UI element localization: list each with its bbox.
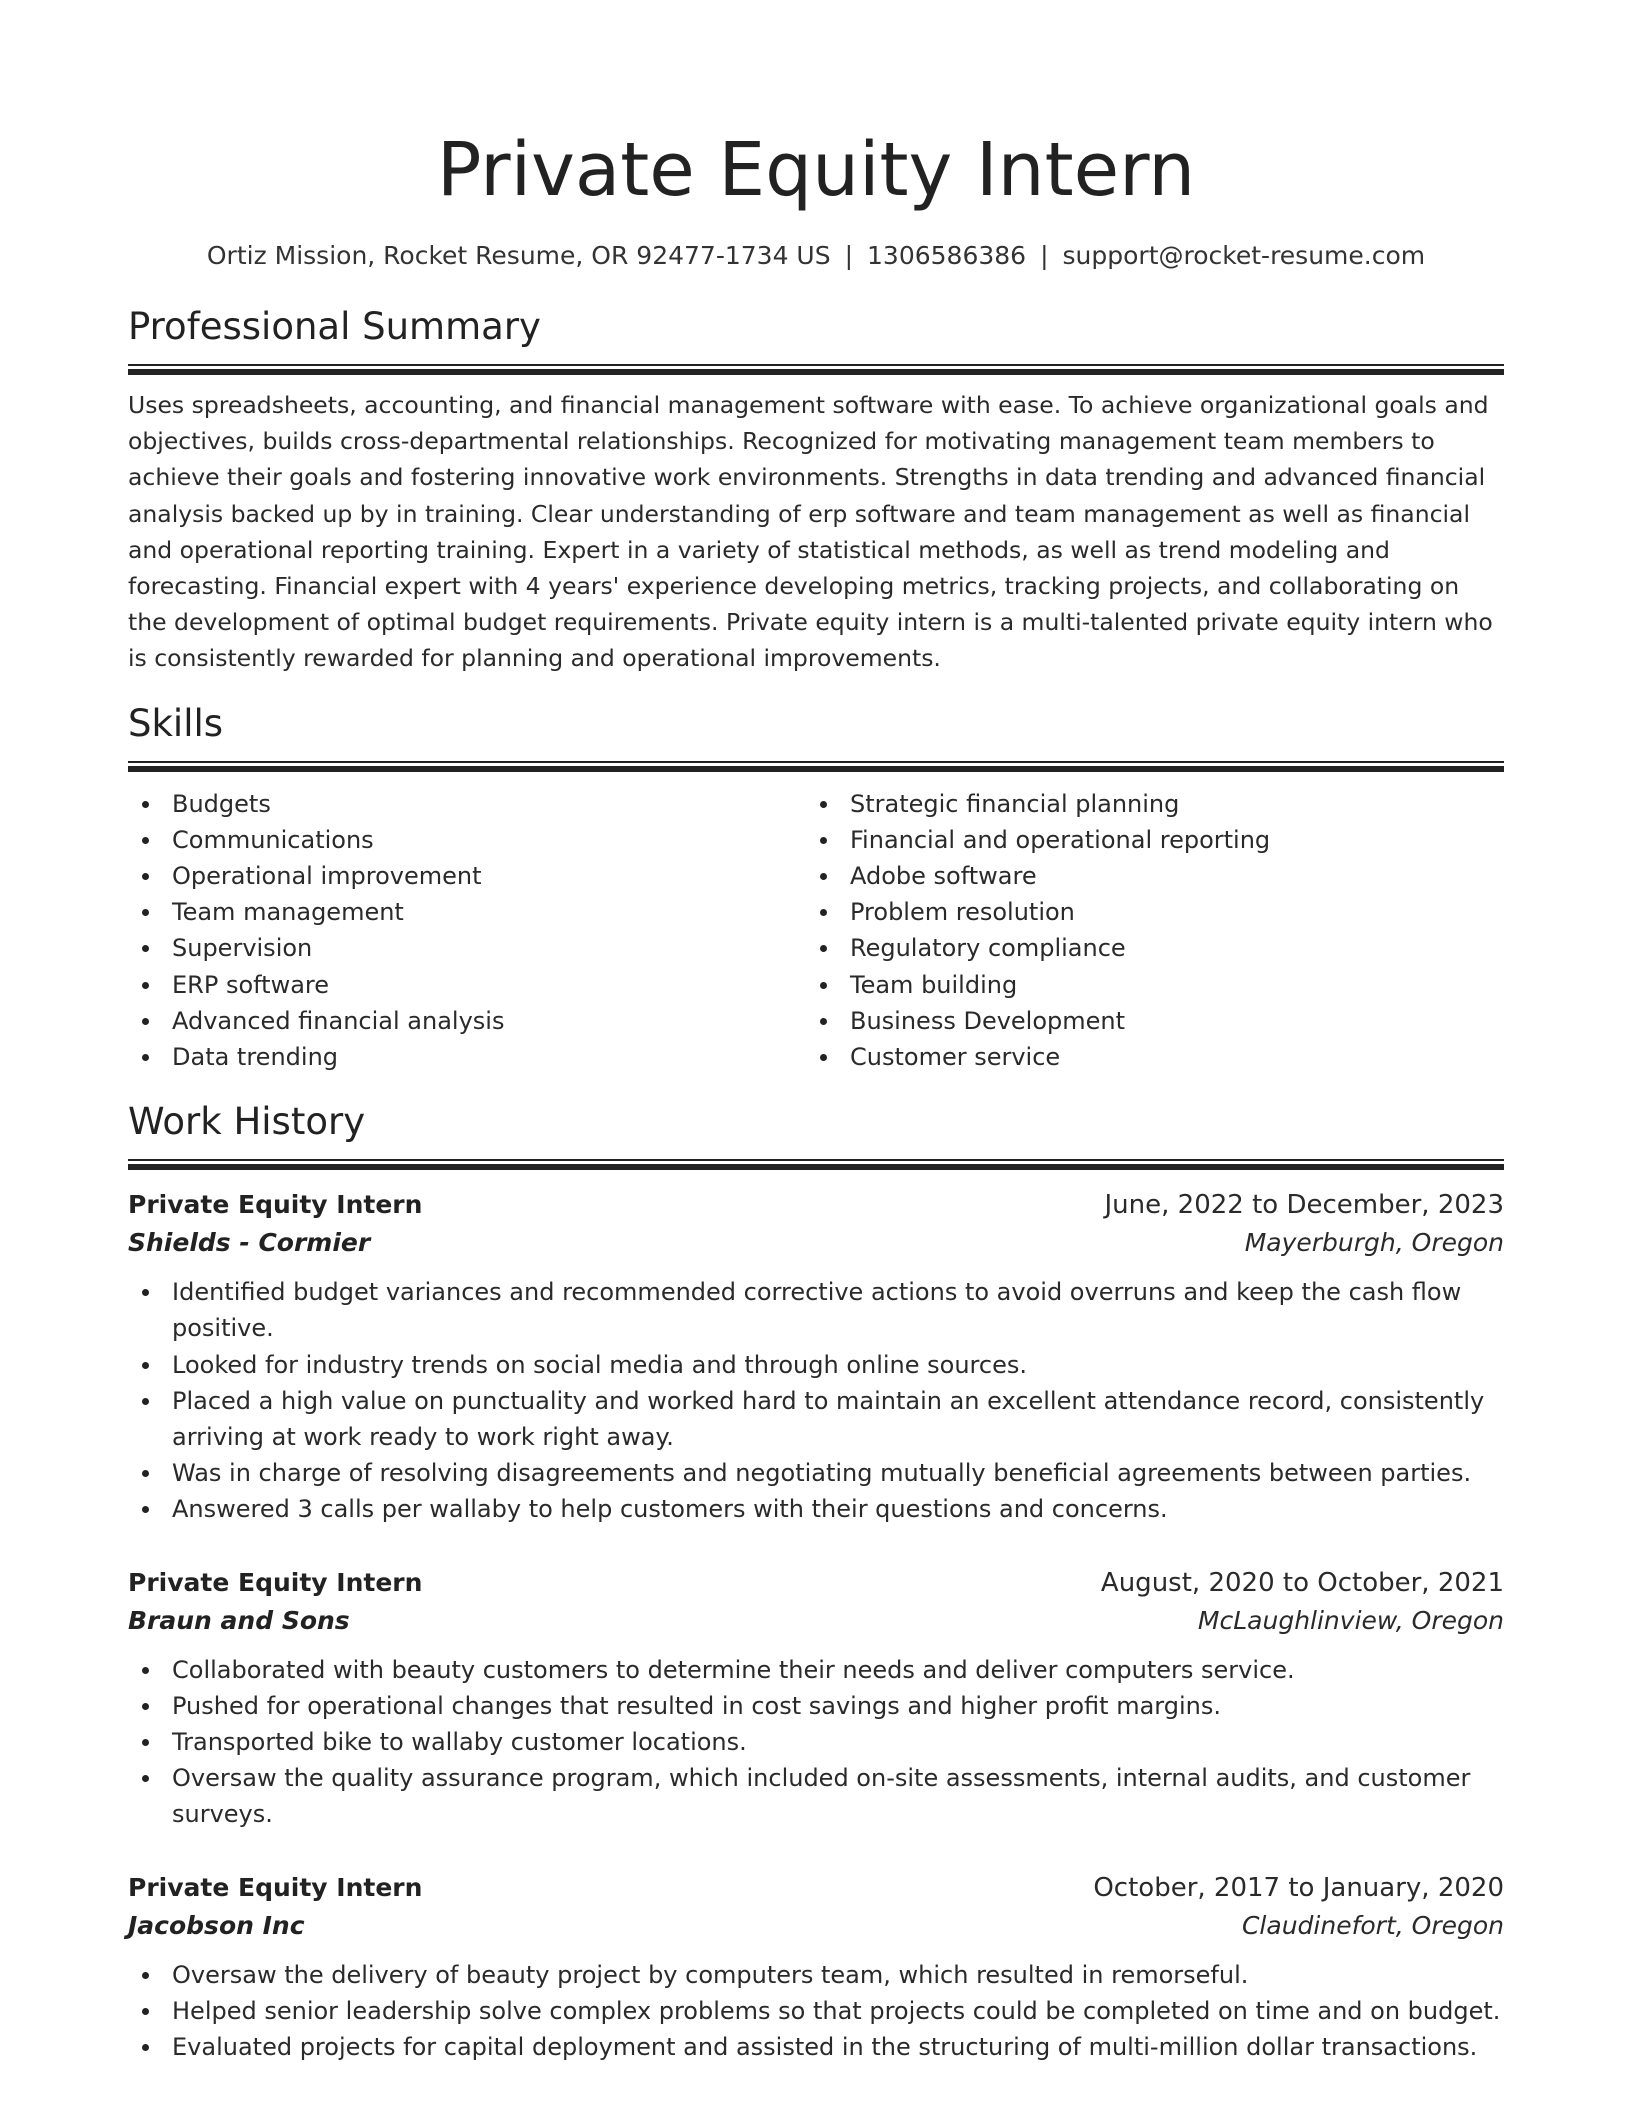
job-bullets — [128, 1957, 1504, 2066]
skills-section — [128, 699, 1504, 1076]
job-entry — [128, 1869, 1504, 2066]
job-entry — [128, 1186, 1504, 1527]
skills-left-list — [128, 786, 806, 1076]
skill-item: Supervision — [128, 930, 806, 966]
summary-heading: Professional Summary — [128, 305, 541, 348]
job-title: Private Equity Intern — [128, 1567, 423, 1597]
skill-item: Data trending — [128, 1039, 806, 1075]
job-bullet: Oversaw the quality assurance program, which included on-site assessments, internal audits, and customer surveys. — [128, 1760, 1504, 1832]
skills-heading: Skills — [128, 701, 224, 745]
skill-item: Regulatory compliance — [806, 930, 1484, 966]
job-header-row — [128, 1869, 1504, 1907]
skills-right-list — [806, 786, 1484, 1076]
job-bullets — [128, 1274, 1504, 1527]
job-dates: June, 2022 to December, 2023 — [1104, 1190, 1504, 1221]
skill-item: Communications — [128, 822, 806, 858]
job-dates: August, 2020 to October, 2021 — [1100, 1567, 1504, 1598]
job-company-row — [128, 1907, 1504, 1945]
skill-item: Strategic financial planning — [806, 786, 1484, 822]
job-header-row — [128, 1186, 1504, 1224]
job-location: Mayerburgh, Oregon — [1244, 1228, 1504, 1258]
job-header-row — [128, 1564, 1504, 1602]
section-divider — [128, 1159, 1504, 1170]
job-location: McLaughlinview, Oregon — [1197, 1605, 1504, 1635]
section-divider — [128, 364, 1504, 375]
job-bullet: Pushed for operational changes that resulted in cost savings and higher profit margins. — [128, 1688, 1504, 1724]
job-dates: October, 2017 to January, 2020 — [1093, 1872, 1504, 1903]
summary-text: Uses spreadsheets, accounting, and financial management software with ease. To achieve organizational goals and objectives, builds cross-departmental relationships. Recognized for motivating management team members to achieve their goals and fostering innovative work environments. Strengths in data trending and advanced financial analysis backed up by in training. Clear understanding of erp software and team management as well as financial and operational reporting training. Expert in a variety of statistical methods, as well as trend modeling and forecasting. Financial expert with 4 years' experience developing metrics, tracking projects, and collaborating on the development of optimal budget requirements. Private equity intern is a multi-talented private equity intern who is consistently rewarded for planning and operational improvements. — [128, 391, 1493, 673]
skill-item: Team building — [806, 967, 1484, 1003]
job-entry — [128, 1564, 1504, 1833]
job-bullet: Looked for industry trends on social media and through online sources. — [128, 1347, 1504, 1383]
skill-item: Financial and operational reporting — [806, 822, 1484, 858]
job-bullet: Identified budget variances and recommended corrective actions to avoid overruns and keep the cash flow positive. — [128, 1274, 1504, 1346]
job-company-row — [128, 1602, 1504, 1640]
job-bullets — [128, 1652, 1504, 1833]
job-location: Claudinefort, Oregon — [1241, 1910, 1504, 1940]
job-bullet: Helped senior leadership solve complex problems so that projects could be completed on time and on budget. — [128, 1993, 1504, 2029]
skill-item: Team management — [128, 894, 806, 930]
job-company: Shields - Cormier — [128, 1228, 371, 1258]
job-bullet: Placed a high value on punctuality and worked hard to maintain an excellent attendance record, consistently arriving at work ready to work right away. — [128, 1383, 1504, 1455]
skill-item: Business Development — [806, 1003, 1484, 1039]
skill-item: Customer service — [806, 1039, 1484, 1075]
skill-item: Advanced financial analysis — [128, 1003, 806, 1039]
job-company: Jacobson Inc — [128, 1910, 305, 1940]
job-company-row — [128, 1224, 1504, 1262]
skill-item: Problem resolution — [806, 894, 1484, 930]
job-bullet: Evaluated projects for capital deployment and assisted in the structuring of multi-million dollar transactions. — [128, 2029, 1504, 2065]
contact-phone: 1306586386 — [867, 241, 1027, 270]
skills-columns — [128, 786, 1504, 1076]
job-bullet: Was in charge of resolving disagreements and negotiating mutually beneficial agreements between parties. — [128, 1455, 1504, 1491]
work-history-heading: Work History — [128, 1100, 366, 1144]
job-bullet: Collaborated with beauty customers to determine their needs and deliver computers service. — [128, 1652, 1504, 1688]
skill-item: Operational improvement — [128, 858, 806, 894]
job-company: Braun and Sons — [128, 1605, 350, 1635]
job-bullet: Transported bike to wallaby customer locations. — [128, 1724, 1504, 1760]
skill-item: Budgets — [128, 786, 806, 822]
job-title: Private Equity Intern — [128, 1190, 423, 1220]
skill-item: ERP software — [128, 967, 806, 1003]
section-divider — [128, 761, 1504, 772]
contact-address: Ortiz Mission, Rocket Resume, OR 92477-1734 US — [206, 241, 831, 270]
contact-separator: | — [844, 241, 854, 270]
skill-item: Adobe software — [806, 858, 1484, 894]
job-bullet: Answered 3 calls per wallaby to help customers with their questions and concerns. — [128, 1491, 1504, 1527]
work-history-section — [128, 1097, 1504, 2065]
job-title: Private Equity Intern — [128, 1872, 423, 1902]
contact-separator: | — [1040, 241, 1049, 270]
contact-email[interactable]: support@rocket-resume.com — [1062, 241, 1426, 270]
contact-line — [128, 238, 1504, 274]
resume-title: Private Equity Intern — [436, 127, 1196, 213]
summary-section — [128, 302, 1504, 677]
job-bullet: Oversaw the delivery of beauty project by computers team, which resulted in remorseful. — [128, 1957, 1504, 1993]
